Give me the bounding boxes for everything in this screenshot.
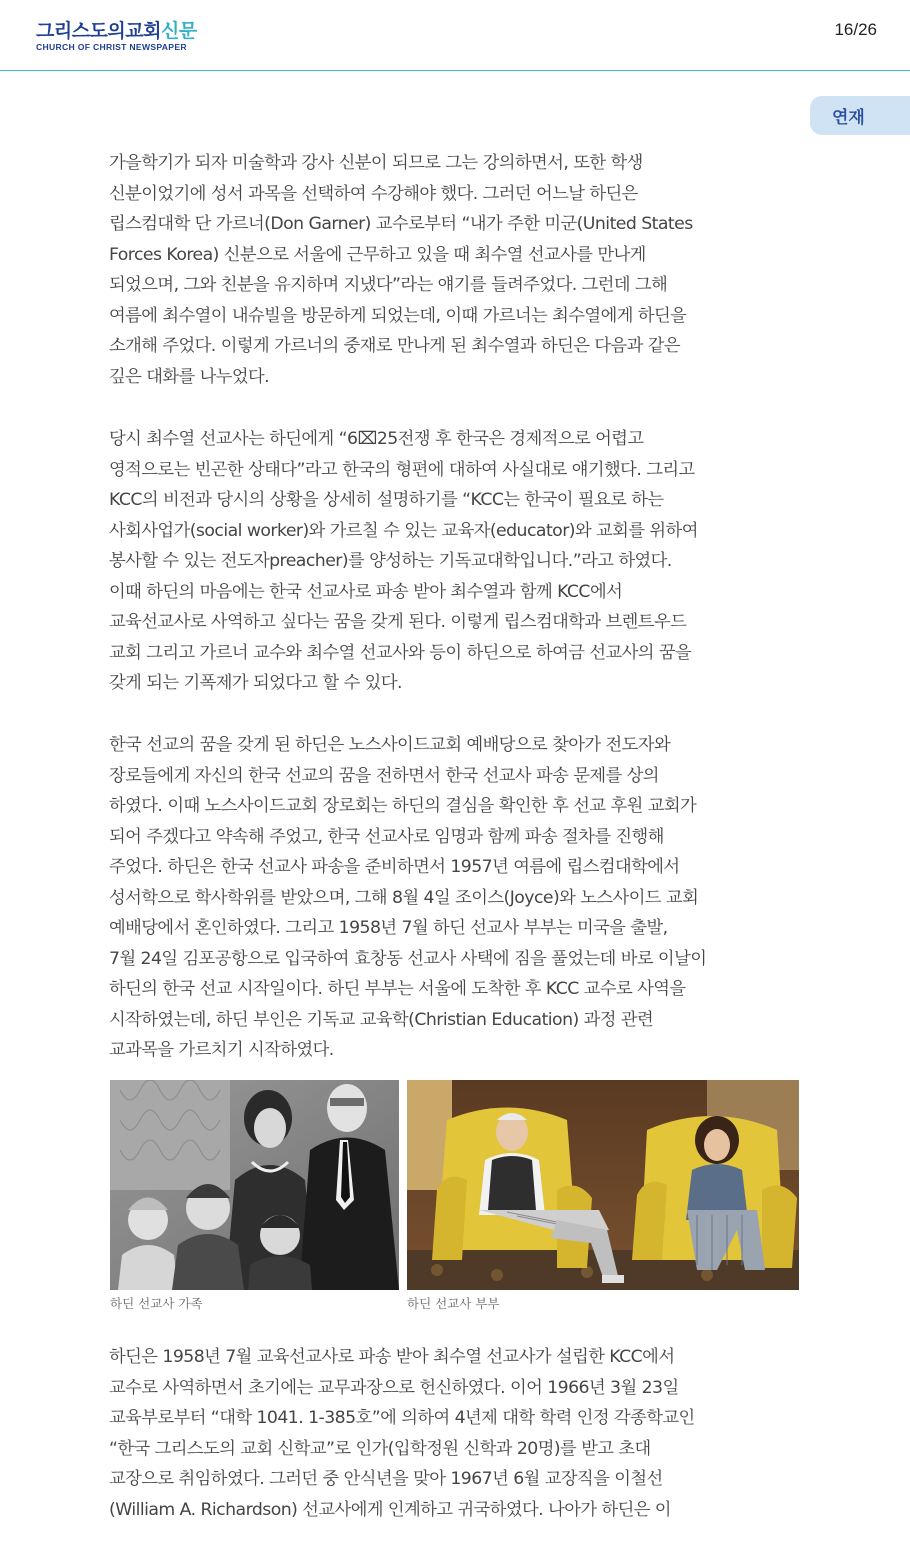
text-line: 하딘은 1958년 7월 교육선교사로 파송 받아 최수열 선교사가 설립한 KCC에서 [109,1347,675,1367]
couple-photo-image [407,1080,799,1290]
family-photo-caption: 하딘 선교사 가족 [110,1296,203,1311]
text-line: 신분이었기에 성서 과목을 선택하여 수강해야 했다. 그러던 어느날 하딘은 [109,183,638,204]
page-header [0,0,910,71]
text-line: 가을학기가 되자 미술학과 강사 신분이 되므로 그는 강의하면서, 또한 학생 [109,153,643,173]
text-line: 교수로 사역하면서 초기에는 교무과장으로 헌신하였다. 이어 1966년 3월 23일 [109,1377,679,1398]
text-line: 여름에 최수열이 내슈빌을 방문하게 되었는데, 이때 가르너는 최수열에게 하딘을 [109,305,687,326]
paragraph-4 [109,1342,809,1525]
text-line: 하였다. 이때 노스사이드교회 장로회는 하딘의 결심을 확인한 후 선교 후원 교회가 [109,796,697,816]
newspaper-logo[interactable] [36,20,197,52]
text-line: 깊은 대화를 나누었다. [109,366,270,387]
text-line: 주었다. 하딘은 한국 선교사 파송을 준비하면서 1957년 여름에 립스컴대학에서 [109,857,680,877]
text-line: 이때 하딘의 마음에는 한국 선교사로 파송 받아 최수열과 함께 KCC에서 [109,581,623,602]
paragraph-2 [109,424,809,699]
text-line: 예배당에서 혼인하였다. 그리고 1958년 7월 하딘 선교사 부부는 미국을 출발, [109,918,668,938]
logo-title [36,20,197,42]
text-line: 교육선교사로 사역하고 싶다는 꿈을 갖게 된다. 이렇게 립스컴대학과 브렌트우드 [109,612,687,632]
text-line: 갖게 되는 기폭제가 되었다고 할 수 있다. [109,673,402,693]
text-line: 되었으며, 그와 친분을 유지하며 지냈다”라는 얘기를 들려주었다. 그런데 그해 [109,275,668,295]
text-line: 당시 최수열 선교사는 하딘에게 “6⌧25전쟁 후 한국은 경제적으로 어렵고 [109,429,644,449]
couple-photo-caption: 하딘 선교사 부부 [407,1296,500,1311]
logo-title-part1: 그리스도의교회 [36,20,161,42]
text-line: 시작하였는데, 하딘 부인은 기독교 교육학(Christian Education) 과정 관련 [109,1009,654,1030]
text-line: 봉사할 수 있는 전도자preacher)를 양성하는 기독교대학입니다.”라고 하였다. [109,551,672,571]
paragraph-1 [109,148,809,392]
text-line: 교육부로부터 “대학 1041. 1-385호”에 의하여 4년제 대학 학력 인정 각종학교인 [109,1408,695,1428]
text-line: 소개해 주었다. 이렇게 가르너의 중재로 만나게 된 최수열과 하딘은 다음과 같은 [109,336,680,356]
text-line: Forces Korea) 신분으로 서울에 근무하고 있을 때 최수열 선교사를 만나게 [109,244,646,265]
section-tab [810,96,910,135]
text-line: KCC의 비전과 당시의 상황을 상세히 설명하기를 “KCC는 한국이 필요로 하는 [109,490,664,510]
text-line: 영적으로는 빈곤한 상태다”라고 한국의 형편에 대하여 사실대로 얘기했다. 그리고 [109,459,695,480]
page-number: 16/26 [834,20,877,39]
text-line: 사회사업가(social worker)와 가르칠 수 있는 교육자(educator)와 교회를 위하여 [109,520,698,541]
missionary-couple-photo [407,1080,799,1290]
text-line: 교과목을 가르치기 시작하였다. [109,1040,334,1060]
missionary-family-photo [110,1080,399,1290]
text-line: 성서학으로 학사학위를 받았으며, 그해 8월 4일 조이스(Joyce)와 노스사이드 교회 [109,887,699,908]
text-line: 되어 주겠다고 약속해 주었고, 한국 선교사로 임명과 함께 파송 절차를 진행해 [109,826,664,847]
family-photo-image [110,1080,399,1290]
text-line: 립스컴대학 단 가르너(Don Garner) 교수로부터 “내가 주한 미군(United States [109,214,693,234]
logo-title-part2: 신문 [160,20,197,42]
text-line: (William A. Richardson) 선교사에게 인계하고 귀국하였다. 나아가 하딘은 이 [109,1499,671,1520]
text-line: 장로들에게 자신의 한국 선교의 꿈을 전하면서 한국 선교사 파송 문제를 상의 [109,765,659,786]
text-line: 한국 선교의 꿈을 갖게 된 하딘은 노스사이드교회 예배당으로 찾아가 전도자와 [109,735,671,755]
text-line: 하딘의 한국 선교 시작일이다. 하딘 부부는 서울에 도착한 후 KCC 교수로 사역을 [109,979,686,999]
paragraph-3 [109,730,809,1066]
text-line: 7월 24일 김포공항으로 입국하여 효창동 선교사 사택에 짐을 풀었는데 바로 이날이 [109,948,707,969]
text-line: 교장으로 취임하였다. 그러던 중 안식년을 맞아 1967년 6월 교장직을 이철선 [109,1469,663,1489]
logo-subtitle: CHURCH OF CHRIST NEWSPAPER [36,42,187,52]
section-tab-label: 연재 [832,108,865,128]
text-line: “한국 그리스도의 교회 신학교”로 인가(입학정원 신학과 20명)를 받고 초대 [109,1438,651,1459]
text-line: 교회 그리고 가르너 교수와 최수열 선교사와 등이 하딘으로 하여금 선교사의 꿈을 [109,642,692,663]
